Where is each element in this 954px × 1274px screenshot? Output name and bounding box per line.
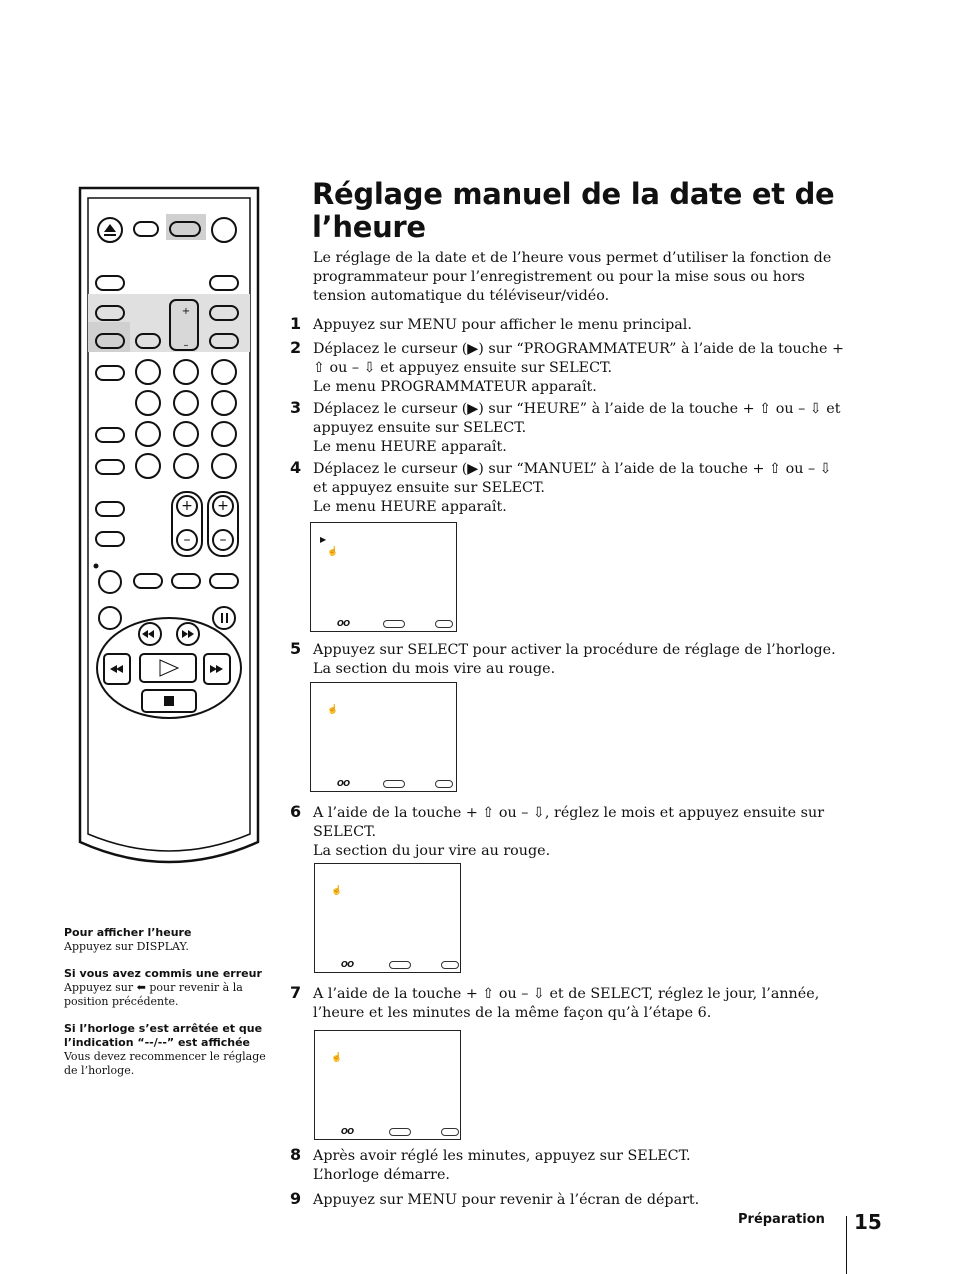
step-1: [290, 316, 850, 335]
step-number: 5: [290, 639, 302, 658]
tv-screen-illustration: [310, 522, 457, 632]
screen-key: [441, 1128, 459, 1136]
logo-icon: OO: [341, 960, 354, 969]
page-number: 15: [854, 1210, 882, 1234]
step-text: Déplacez le curseur (▶) sur “HEURE” à l’aide de la touche + ⇧ ou – ⇩ et appuyez ensuite sur SELECT.: [313, 401, 841, 436]
screen-key: [383, 620, 405, 628]
step-text: Déplacez le curseur (▶) sur “PROGRAMMATEUR” à l’aide de la touche + ⇧ ou – ⇩ et appuyez ensuite sur SELECT.: [313, 341, 844, 376]
hand-icon: ☝: [331, 1053, 343, 1063]
svg-text:+: +: [217, 498, 229, 514]
screen-key: [389, 961, 411, 969]
hand-icon: ☝: [327, 705, 339, 715]
step-text: Appuyez sur SELECT pour activer la procédure de réglage de l’horloge.: [313, 642, 836, 658]
step-number: 7: [290, 983, 302, 1002]
step-text: A l’aide de la touche + ⇧ ou – ⇩ et de SELECT, réglez le jour, l’année, l’heure et les minutes de la même façon qu’à l’étape 6.: [313, 986, 820, 1021]
logo-icon: OO: [337, 779, 350, 788]
step-text: Déplacez le curseur (▶) sur “MANUEL” à l’aide de la touche + ⇧ ou – ⇩ et appuyez ensuite sur SELECT.: [313, 461, 832, 496]
logo-icon: OO: [341, 1127, 354, 1136]
step-number: 8: [290, 1145, 302, 1164]
svg-text:+: +: [181, 498, 193, 514]
step-number: 9: [290, 1189, 302, 1208]
note-heading: Si vous avez commis une erreur: [64, 966, 262, 980]
step-text: La section du mois vire au rouge.: [313, 661, 556, 677]
step-text: Après avoir réglé les minutes, appuyez sur SELECT.: [313, 1148, 691, 1164]
screen-key: [383, 780, 405, 788]
remote-control-illustration: [76, 182, 266, 872]
step-8: [290, 1147, 850, 1185]
tv-screen-illustration: [314, 863, 461, 973]
step-4: [290, 460, 850, 517]
step-3: [290, 400, 850, 457]
svg-text:–: –: [183, 532, 191, 548]
step-9: [290, 1191, 850, 1210]
step-number: 4: [290, 458, 302, 477]
step-number: 3: [290, 398, 302, 417]
step-text: Le menu HEURE apparaît.: [313, 439, 507, 455]
note-heading: Si l’horloge s’est arrêtée et que l’indication “--/--” est affichée: [64, 1021, 263, 1049]
step-7: [290, 985, 850, 1023]
tv-screen-illustration: [314, 1030, 461, 1140]
side-notes: [64, 926, 276, 1091]
step-5: [290, 641, 850, 679]
step-text: Le menu PROGRAMMATEUR apparaît.: [313, 379, 597, 395]
section-label: Préparation: [738, 1212, 825, 1227]
step-number: 1: [290, 314, 302, 333]
page-title: Réglage manuel de la date et de l’heure: [312, 177, 835, 244]
step-number: 6: [290, 802, 302, 821]
step-text: Le menu HEURE apparaît.: [313, 499, 507, 515]
note-body: Appuyez sur DISPLAY.: [64, 940, 189, 953]
step-6: [290, 804, 850, 861]
step-text: L’horloge démarre.: [313, 1167, 450, 1183]
hand-icon: ☝: [331, 886, 343, 896]
note-heading: Pour afficher l’heure: [64, 926, 192, 939]
svg-text:+: +: [181, 306, 191, 317]
svg-text:–: –: [183, 340, 189, 351]
screen-key: [441, 961, 459, 969]
note-body: Vous devez recommencer le réglage de l’horloge.: [64, 1049, 266, 1077]
step-text: Appuyez sur MENU pour afficher le menu principal.: [313, 317, 692, 333]
step-text: La section du jour vire au rouge.: [313, 843, 551, 859]
step-text: Appuyez sur MENU pour revenir à l’écran de départ.: [313, 1192, 700, 1208]
logo-icon: OO: [337, 619, 350, 628]
cursor-icon: ▶: [320, 535, 327, 544]
step-text: A l’aide de la touche + ⇧ ou – ⇩, réglez le mois et appuyez ensuite sur SELECT.: [313, 805, 825, 840]
tv-screen-illustration: [310, 682, 457, 792]
screen-key: [435, 620, 453, 628]
intro-paragraph: Le réglage de la date et de l’heure vous permet d’utiliser la fonction de programmateur pour l’enregistrement ou pour la mise sous ou hors tension automatique du téléviseur/vidéo.: [313, 250, 832, 304]
screen-key: [435, 780, 453, 788]
svg-text:–: –: [219, 532, 227, 548]
note-body: Appuyez sur ⬅ pour revenir à la position précédente.: [64, 980, 243, 1008]
step-2: [290, 340, 850, 397]
hand-icon: ☝: [327, 547, 339, 557]
page-rule: [846, 1216, 847, 1274]
screen-key: [389, 1128, 411, 1136]
step-number: 2: [290, 338, 302, 357]
